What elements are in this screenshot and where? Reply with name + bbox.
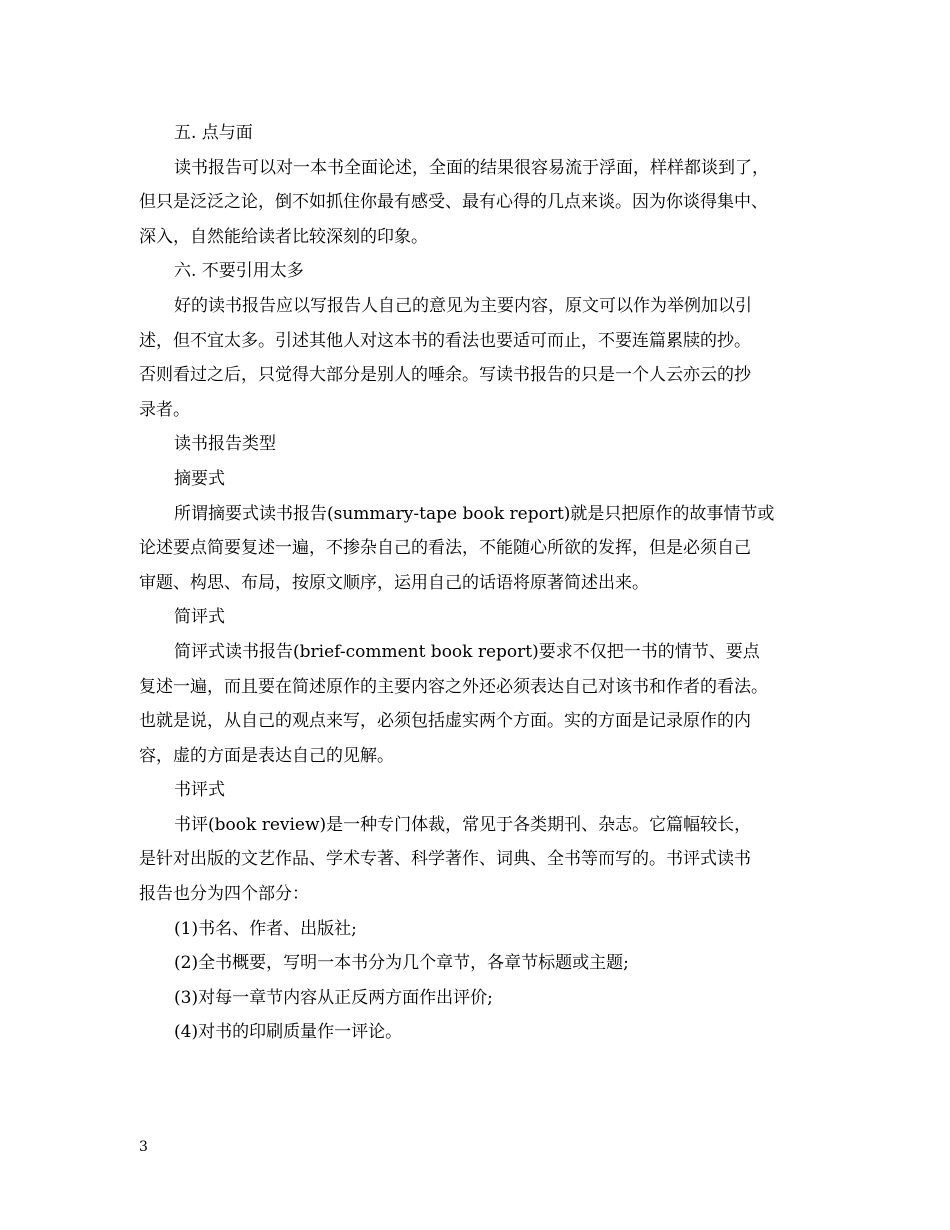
text-line: (1)书名、作者、出版社; <box>174 918 357 939</box>
text-line: 所谓摘要式读书报告(summary-tape book report)就是只把原作的故事情节或 <box>174 503 775 524</box>
text-line: 摘要式 <box>174 468 225 489</box>
page-number: 3 <box>139 1139 148 1155</box>
text-line: 读书报告类型 <box>174 434 276 455</box>
text-line: 好的读书报告应以写报告人自己的意见为主要内容，原文可以作为举例加以引 <box>174 295 752 316</box>
document-body <box>139 116 829 1050</box>
text-line: 六. 不要引用太多 <box>174 261 304 282</box>
text-line: 简评式读书报告(brief-comment book report)要求不仅把一书的情节、要点 <box>174 641 760 662</box>
text-line: 五. 点与面 <box>174 123 253 143</box>
text-line: 是针对出版的文艺作品、学术专著、科学著作、词典、全书等而写的。书评式读书 <box>139 849 751 870</box>
text-line: 述，但不宜太多。引述其他人对这本书的看法也要适可而止，不要连篇累牍的抄。 <box>139 330 751 351</box>
text-line: 容，虚的方面是表达自己的见解。 <box>139 745 394 766</box>
text-line: 审题、构思、布局，按原文顺序，运用自己的话语将原著简述出来。 <box>139 572 649 593</box>
text-line: 否则看过之后，只觉得大部分是别人的唾余。写读书报告的只是一个人云亦云的抄 <box>139 365 751 386</box>
text-line: 报告也分为四个部分： <box>139 884 309 905</box>
text-line: (3)对每一章节内容从正反两方面作出评价; <box>174 987 493 1008</box>
text-line: 深入，自然能给读者比较深刻的印象。 <box>139 226 428 247</box>
text-line: 但只是泛泛之论，倒不如抓住你最有感受、最有心得的几点来谈。因为你谈得集中、 <box>139 192 768 213</box>
text-line: (4)对书的印刷质量作一评论。 <box>174 1022 403 1043</box>
text-line: 复述一遍，而且要在简述原作的主要内容之外还必须表达自己对该书和作者的看法。 <box>139 676 768 697</box>
text-line: 书评式 <box>174 780 225 801</box>
text-line: 简评式 <box>174 607 225 628</box>
text-line: 读书报告可以对一本书全面论述，全面的结果很容易流于浮面，样样都谈到了， <box>174 157 769 178</box>
text-line: (2)全书概要，写明一本书分为几个章节，各章节标题或主题; <box>174 953 629 974</box>
text-line: 论述要点简要复述一遍，不掺杂自己的看法，不能随心所欲的发挥，但是必须自己 <box>139 538 751 559</box>
text-line: 书评(book review)是一种专门体裁，常见于各类期刊、杂志。它篇幅较长， <box>174 814 752 835</box>
text-line: 录者。 <box>139 399 190 420</box>
text-line: 也就是说，从自己的观点来写，必须包括虚实两个方面。实的方面是记录原作的内 <box>139 711 751 732</box>
